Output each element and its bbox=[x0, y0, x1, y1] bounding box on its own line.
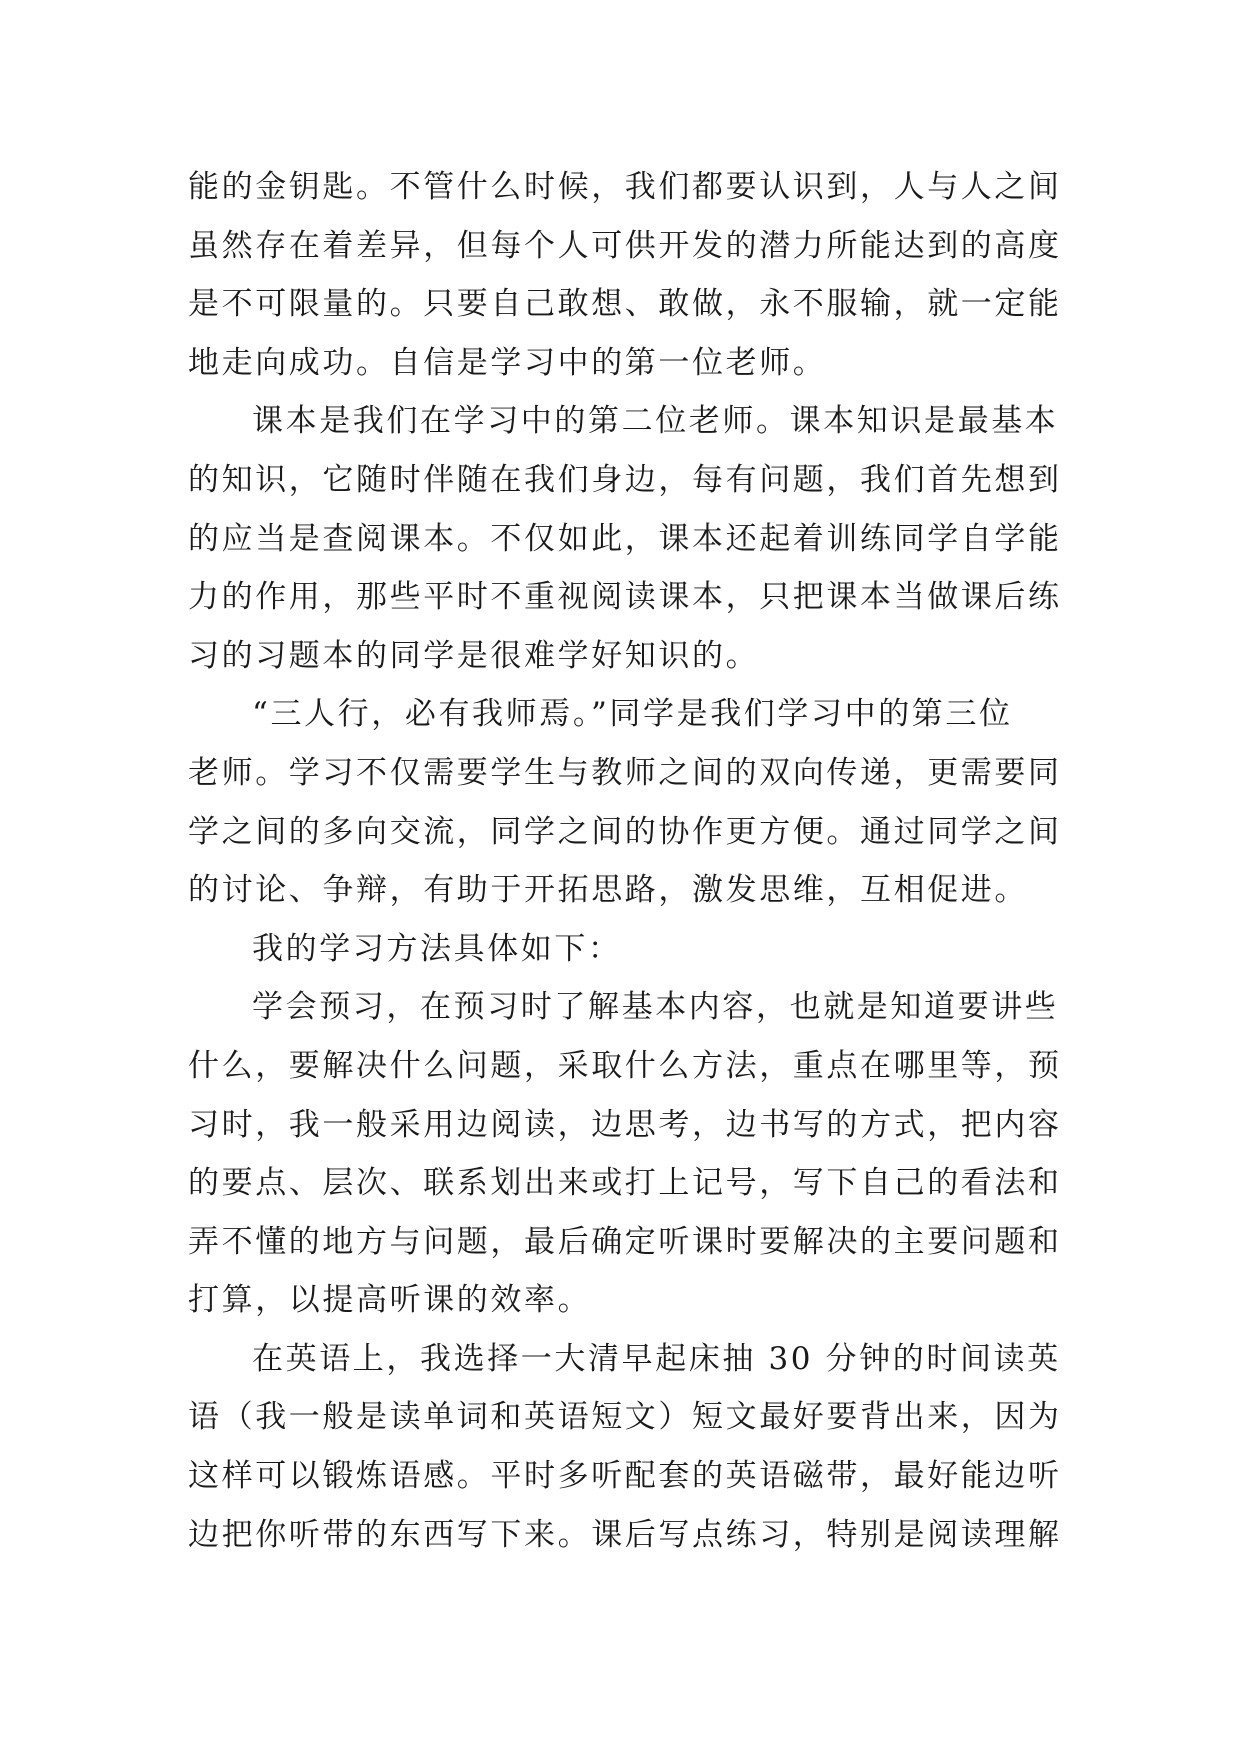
text-line: 虽然存在着差异，但每个人可供开发的潜力所能达到的高度 bbox=[188, 227, 1062, 264]
text-line: 习时，我一般采用边阅读，边思考，边书写的方式，把内容 bbox=[188, 1106, 1062, 1143]
text-line: 学之间的多向交流，同学之间的协作更方便。通过同学之间 bbox=[188, 813, 1062, 850]
text-line: 的讨论、争辩，有助于开拓思路，激发思维，互相促进。 bbox=[188, 872, 1028, 909]
text-line: 学会预习，在预习时了解基本内容，也就是知道要讲些 bbox=[252, 989, 1059, 1026]
text-line: 习的习题本的同学是很难学好知识的。 bbox=[188, 637, 760, 674]
text-line: 的要点、层次、联系划出来或打上记号，写下自己的看法和 bbox=[188, 1165, 1062, 1202]
text-line: 在英语上，我选择一大清早起床抽 30 分钟的时间读英 bbox=[252, 1340, 1061, 1377]
body-text bbox=[188, 158, 1062, 1564]
text-line: 是不可限量的。只要自己敢想、敢做，永不服输，就一定能 bbox=[188, 286, 1062, 323]
text-line: 课本是我们在学习中的第二位老师。课本知识是最基本 bbox=[252, 403, 1059, 440]
text-line: 我的学习方法具体如下： bbox=[252, 930, 622, 967]
text-line: 打算，以提高听课的效率。 bbox=[188, 1282, 592, 1319]
text-line: 什么，要解决什么问题，采取什么方法，重点在哪里等，预 bbox=[188, 1047, 1062, 1084]
text-line: 的知识，它随时伴随在我们身边，每有问题，我们首先想到 bbox=[188, 461, 1062, 498]
text-line: 语（我一般是读单词和英语短文）短文最好要背出来，因为 bbox=[188, 1399, 1062, 1436]
text-line: 边把你听带的东西写下来。课后写点练习，特别是阅读理解 bbox=[188, 1516, 1062, 1553]
text-line: 的应当是查阅课本。不仅如此，课本还起着训练同学自学能 bbox=[188, 520, 1062, 557]
text-line: 地走向成功。自信是学习中的第一位老师。 bbox=[188, 344, 827, 381]
text-line: 力的作用，那些平时不重视阅读课本，只把课本当做课后练 bbox=[188, 579, 1062, 616]
text-line: 这样可以锻炼语感。平时多听配套的英语磁带，最好能边听 bbox=[188, 1458, 1062, 1495]
text-line: 老师。学习不仅需要学生与教师之间的双向传递，更需要同 bbox=[188, 754, 1062, 791]
text-line: “三人行，必有我师焉。”同学是我们学习中的第三位 bbox=[252, 696, 1013, 733]
text-line: 能的金钥匙。不管什么时候，我们都要认识到，人与人之间 bbox=[188, 169, 1062, 205]
text-line: 弄不懂的地方与问题，最后确定听课时要解决的主要问题和 bbox=[188, 1223, 1062, 1260]
